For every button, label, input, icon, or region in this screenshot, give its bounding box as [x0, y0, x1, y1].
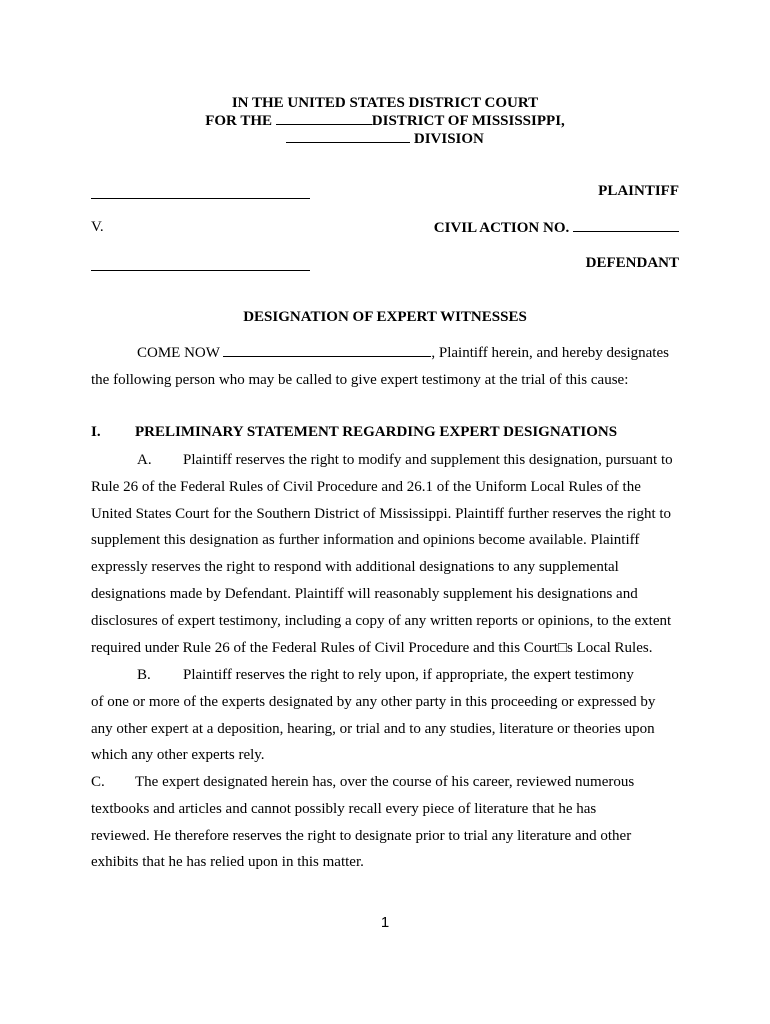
court-header-line2: FOR THE DISTRICT OF MISSISSIPPI,: [205, 113, 565, 129]
paragraph-a-label: A.: [137, 452, 152, 468]
plaintiff-name-blank[interactable]: [91, 198, 310, 199]
civil-action-number: CIVIL ACTION NO.: [434, 219, 679, 237]
page-number: 1: [380, 914, 390, 931]
section-title: PRELIMINARY STATEMENT REGARDING EXPERT DESIGNATIONS: [135, 424, 618, 440]
district-blank[interactable]: [276, 112, 372, 125]
civil-action-blank[interactable]: [573, 219, 679, 232]
section-heading: [91, 424, 617, 441]
section-number: I.: [91, 424, 101, 440]
plaintiff-label: PLAINTIFF: [598, 183, 679, 199]
paragraph-b-label: B.: [137, 667, 151, 683]
division-blank[interactable]: [286, 130, 410, 143]
paragraph-c-label: C.: [91, 774, 105, 790]
defendant-label: DEFENDANT: [585, 255, 679, 271]
plaintiff-come-now-blank[interactable]: [223, 344, 431, 357]
court-header: [0, 94, 770, 148]
defendant-name-blank[interactable]: [91, 270, 310, 271]
intro-paragraph: COME NOW , Plaintiff herein, and hereby designates the following person who may be called to give expert testimony at the trial of this cause:: [91, 345, 669, 388]
paragraph-a: A. Plaintiff reserves the right to modify and supplement this designation, pursuant to Rule 26 of the Federal Rules of Civil Procedure and 26.1 of the Uniform Local Rules of the United States Court for the Southern District of Mississippi. Plaintiff further reserves the right to supplement this designation as further information and opinions become available. Plaintiff expressly reserves the right to respond with additional designations to any supplemental designations made by Defendant. Plaintiff will reasonably supplement his designations and disclosures of expert testimony, including a copy of any written reports or opinions, to the extent required under Rule 26 of the Federal Rules of Civil Procedure and this Court□s Local Rules.: [91, 447, 685, 661]
paragraph-c: C. The expert designated herein has, over the course of his career, reviewed numerous textbooks and articles and cannot possibly recall every piece of literature that he has reviewed. He therefore reserves the right to designate prior to trial any literature and other exhibits that he has relied upon in this matter.: [91, 769, 685, 876]
paragraph-b: B. Plaintiff reserves the right to rely upon, if appropriate, the expert testimony of one or more of the experts designated by any other party in this proceeding or expressed by any other expert at a deposition, hearing, or trial and to any studies, literature or theories upon which any other experts rely.: [91, 662, 685, 769]
document-title: DESIGNATION OF EXPERT WITNESSES: [243, 309, 527, 325]
court-header-line3: DIVISION: [0, 130, 770, 148]
versus-label: V.: [91, 219, 104, 235]
court-header-line1: IN THE UNITED STATES DISTRICT COURT: [231, 95, 539, 111]
